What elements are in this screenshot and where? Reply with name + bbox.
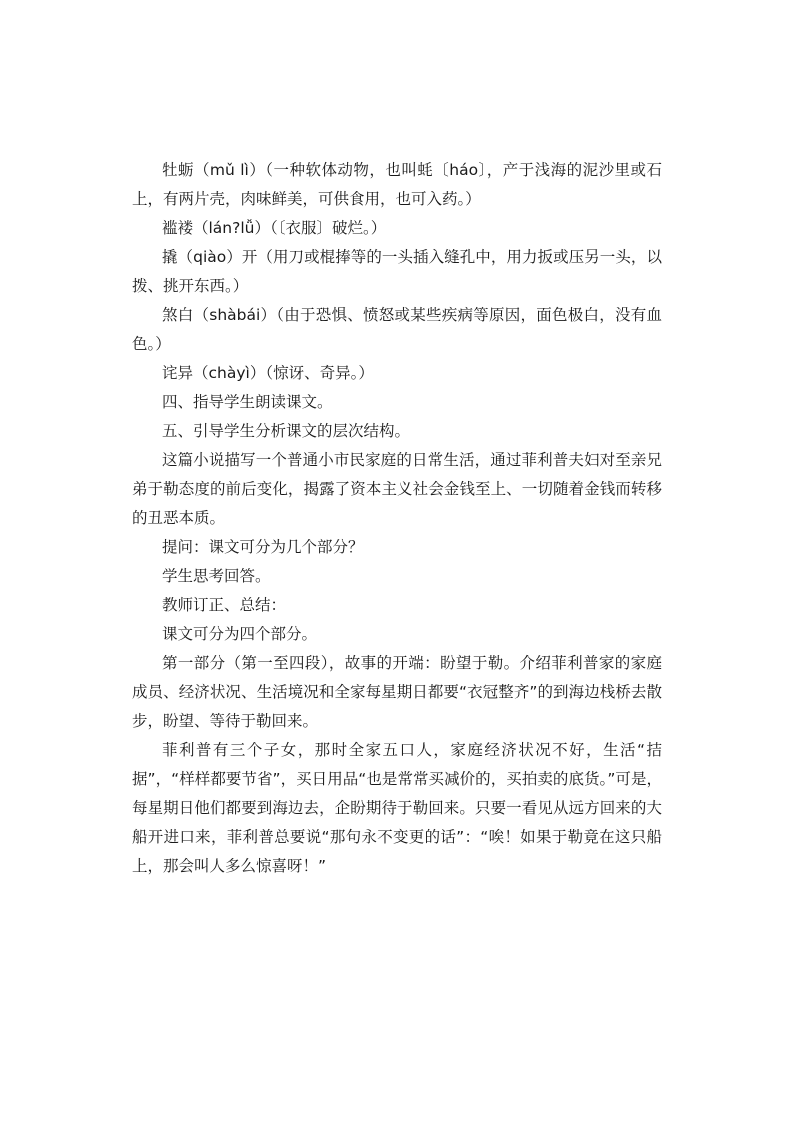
step-five-heading: 五、引导学生分析课文的层次结构。 xyxy=(162,422,411,440)
question-parts: 提问：课文可分为几个部分？ xyxy=(162,538,364,556)
students-answer: 学生思考回答。 xyxy=(162,567,271,585)
vocab-pry-open: 撬（qiào）开（用刀或棍捧等的一头插入缝孔中，用力扳或压另一头，以拨、挑开东西。） xyxy=(132,248,662,295)
step-four-heading: 四、指导学生朗读课文。 xyxy=(162,393,333,411)
vocab-ragged: 褴褛（lán?lǚ）（〔衣服〕破烂。） xyxy=(162,219,387,237)
novel-summary: 这篇小说描写一个普通小市民家庭的日常生活，通过菲利普夫妇对至亲兄弟于勒态度的前后变化，揭露了资本主义社会金钱至上、一切随着金钱而转移的丑恶本质。 xyxy=(132,451,662,527)
vocab-oyster: 牡蛎（mǔ lì）（一种软体动物，也叫蚝〔háo〕，产于浅海的泥沙里或石上，有两片壳，肉味鲜美，可供食用，也可入药。） xyxy=(132,161,662,208)
teacher-summary: 教师订正、总结： xyxy=(162,596,287,614)
vocab-pale: 煞白（shàbái）（由于恐惧、愤怒或某些疾病等原因，面色极白，没有血色。） xyxy=(132,306,662,353)
part-one-detail: 菲利普有三个子女，那时全家五口人，家庭经济状况不好，生活“拮据”，“样样都要节省”，买日用品“也是常常买减价的，买拍卖的底货。”可是，每星期日他们都要到海边去，企盼期待于勒回来。只要一看见从远方回来的大船开进口来，菲利普总要说“那句永不变更的话”：“唉！如果于勒竟在这只船上，那会叫人多么惊喜呀！” xyxy=(132,741,662,875)
vocab-surprised: 诧异（chàyì）（惊讶、奇异。） xyxy=(162,364,374,382)
four-parts: 课文可分为四个部分。 xyxy=(162,625,318,643)
document-body xyxy=(132,156,662,881)
part-one: 第一部分（第一至四段），故事的开端：盼望于勒。介绍菲利普家的家庭成员、经济状况、生活境况和全家每星期日都要“衣冠整齐”的到海边栈桥去散步，盼望、等待于勒回来。 xyxy=(132,654,662,730)
